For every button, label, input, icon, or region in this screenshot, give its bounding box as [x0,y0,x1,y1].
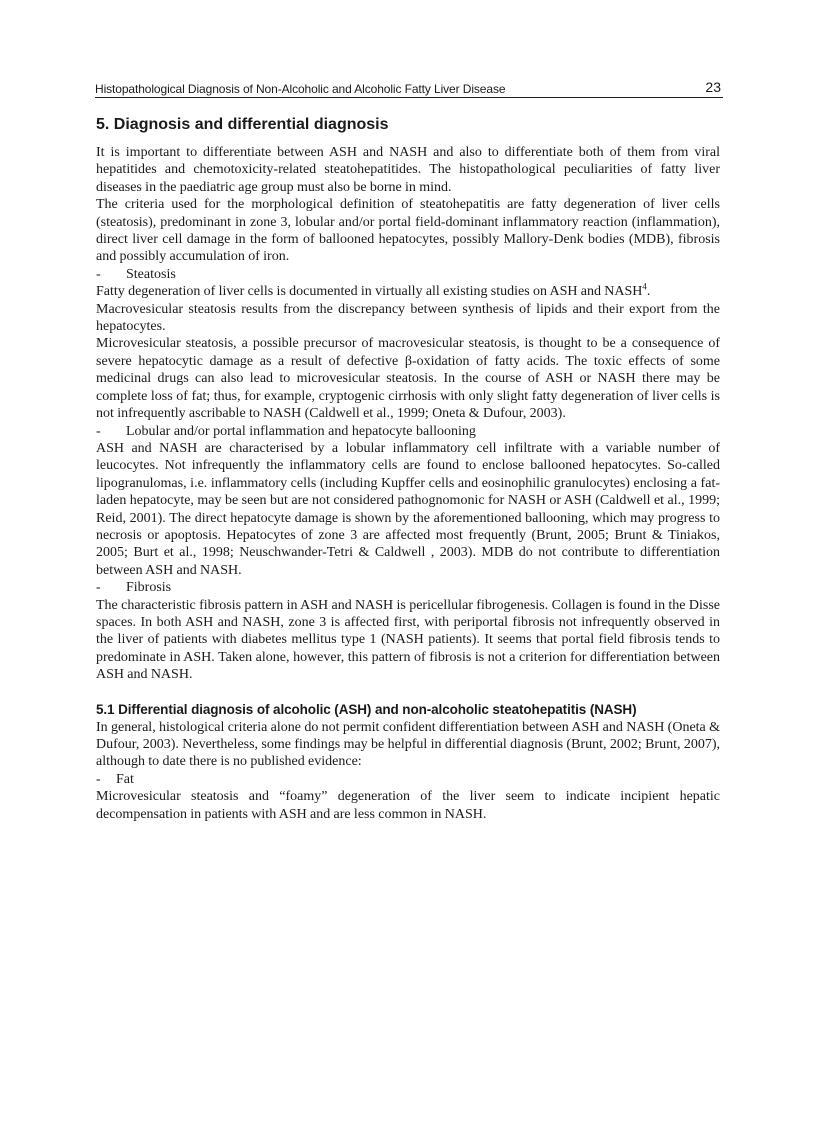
paragraph-steatosis-1-end: . [646,284,651,300]
paragraph-fat: Microvesicular steatosis and “foamy” degeneration of the liver seem to indicate incipient hepatic decompensation in patients with ASH and are less common in NASH. [96,789,720,822]
bullet-label-fibrosis: Fibrosis [126,580,172,596]
paragraph-steatosis-2: Macrovesicular steatosis results from the discrepancy between synthesis of lipids and their export from the hepatocytes. [96,301,720,335]
bullet-steatosis [96,266,720,283]
bullet-dash: - [96,771,101,787]
paragraph-intro-1: It is important to differentiate between ASH and NASH and also to differentiate both of them from viral hepatitides and chemotoxicity-related steatohepatitides. The histopathological peculiarities of fatty liver diseases in the paediatric age group must also be borne in mind. [96,145,720,195]
page-header [95,78,723,98]
paragraph-steatosis-3: Microvesicular steatosis, a possible precursor of macrovesicular steatosis, is thought to be a consequence of severe hepatocytic damage as a result of defective β-oxidation of fatty acids. The toxic effects of some medicinal drugs can also lead to microvesicular steatosis. In the course of ASH or NASH there may be complete loss of fat; thus, for example, cryptogenic cirrhosis with only slight fatty degeneration of liver cells is not infrequently ascribable to NASH (Caldwell et al., 1999; Oneta & Dufour, 2003). [96,336,720,422]
bullet-dash: - [96,580,101,596]
running-title: Histopathological Diagnosis of Non-Alcoholic and Alcoholic Fatty Liver Disease [95,82,506,96]
section-heading-diagnosis: 5. Diagnosis and differential diagnosis [96,116,389,133]
paragraph-intro-2: The criteria used for the morphological definition of steatohepatitis are fatty degeneration of liver cells (steatosis), predominant in zone 3, lobular and/or portal field-dominant inflammatory reaction (inflammation), direct liver cell damage in the form of ballooned hepatocytes, possibly Mallory-Denk bodies (MDB), fibrosis and possibly accumulation of iron. [96,197,720,265]
paragraph-inflammation: ASH and NASH are characterised by a lobular inflammatory cell infiltrate with a variable number of leucocytes. Not infrequently the inflammatory cells are found to enclose ballooned hepatocytes. So-called lipogranulomas, i.e. inflammatory cells (including Kupffer cells and eosinophilic granulocytes) enclosing a fat-laden hepatocyte, may be seen but are not considered pathognomonic for NASH or ASH (Caldwell et al., 1999; Reid, 2001). The direct hepatocyte damage is shown by the aforementioned ballooning, which may progress to necrosis or apoptosis. Hepatocytes of zone 3 are affected most frequently (Brunt, 2005; Brunt & Tiniakos, 2005; Burt et al., 1998; Neuschwander-Tetri & Caldwell , 2003). MDB do not contribute to differentiation between ASH and NASH. [96,440,720,578]
bullet-label-steatosis: Steatosis [126,266,176,282]
bullet-dash: - [96,423,101,439]
page-number: 23 [705,79,721,95]
citation-superscript: 4 [642,281,647,292]
bullet-inflammation [96,423,720,440]
subsection-heading-differential: 5.1 Differential diagnosis of alcoholic (ASH) and non-alcoholic steatohepatitis (NASH) [96,701,637,717]
paragraph-steatosis-1 [96,283,720,300]
page-body [96,114,720,823]
bullet-fat [96,771,720,788]
bullet-label-fat: Fat [116,771,134,787]
paragraph-steatosis-1-text: Fatty degeneration of liver cells is documented in virtually all existing studies on ASH and NASH [96,284,643,300]
bullet-label-inflammation: Lobular and/or portal inflammation and hepatocyte ballooning [126,423,476,439]
paragraph-differential: In general, histological criteria alone do not permit confident differentiation between ASH and NASH (Oneta & Dufour, 2003). Nevertheless, some findings may be helpful in differential diagnosis (Brunt, 2002; Brunt, 2007), although to date there is no published evidence: [96,719,720,770]
bullet-dash: - [96,266,101,282]
bullet-fibrosis [96,579,720,596]
paragraph-fibrosis: The characteristic fibrosis pattern in ASH and NASH is pericellular fibrogenesis. Collagen is found in the Disse spaces. In both ASH and NASH, zone 3 is affected first, with periportal fibrosis not infrequently observed in the liver of patients with diabetes mellitus type 1 (NASH patients). It seems that portal field fibrosis tends to predominate in ASH. Taken alone, however, this pattern of fibrosis is not a criterion for differentiation between ASH and NASH. [96,597,720,683]
